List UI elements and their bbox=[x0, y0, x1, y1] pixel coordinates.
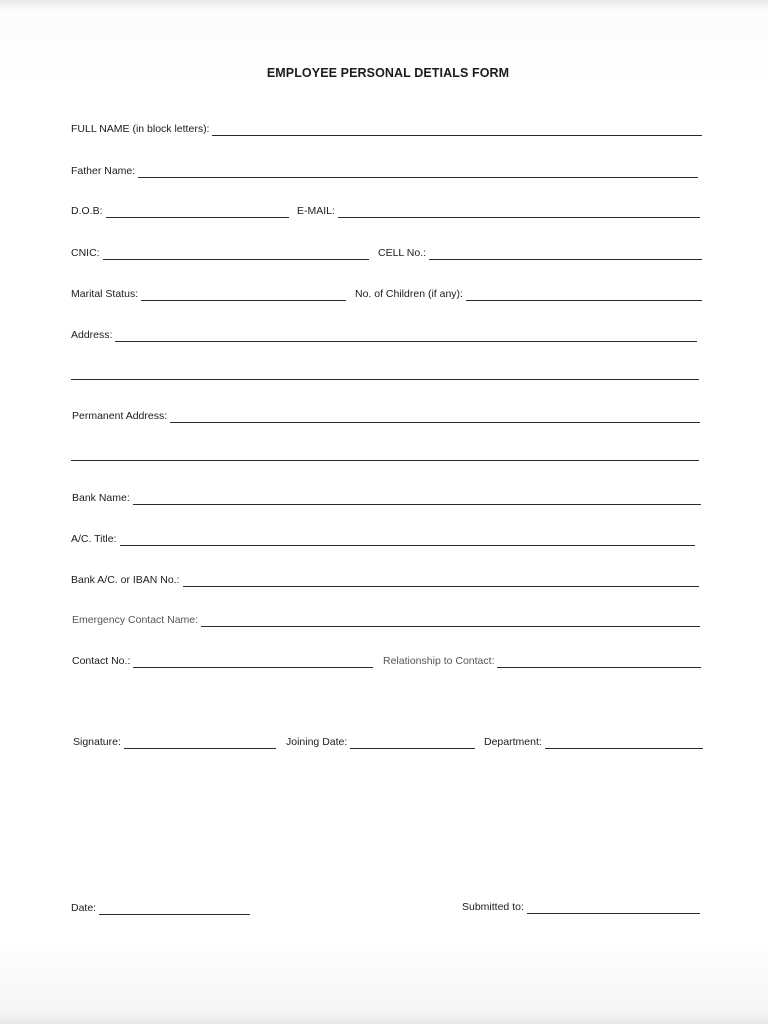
dob-line[interactable] bbox=[106, 206, 289, 218]
father-name-line[interactable] bbox=[138, 166, 698, 178]
address-field[interactable] bbox=[71, 326, 697, 342]
date-field[interactable] bbox=[71, 899, 250, 915]
emergency-contact-label: Emergency Contact Name: bbox=[72, 614, 199, 626]
signature-field[interactable] bbox=[73, 733, 276, 749]
dob-field[interactable] bbox=[71, 202, 289, 218]
address-continuation-line[interactable] bbox=[71, 379, 699, 380]
address-line[interactable] bbox=[115, 330, 697, 342]
scan-edge-top bbox=[0, 0, 768, 10]
submitted-to-line[interactable] bbox=[527, 902, 700, 914]
emergency-contact-field[interactable] bbox=[72, 611, 700, 627]
address-label: Address: bbox=[71, 329, 113, 341]
scan-edge-bottom bbox=[0, 1014, 768, 1024]
contact-no-field[interactable] bbox=[72, 652, 373, 668]
contact-no-label: Contact No.: bbox=[72, 655, 131, 667]
bank-name-field[interactable] bbox=[72, 489, 701, 505]
bank-ac-field[interactable] bbox=[71, 571, 699, 587]
email-field[interactable] bbox=[297, 202, 700, 218]
submitted-to-field[interactable] bbox=[462, 898, 700, 914]
emergency-contact-line[interactable] bbox=[201, 615, 700, 627]
relationship-line[interactable] bbox=[497, 656, 701, 668]
department-line[interactable] bbox=[545, 737, 703, 749]
department-field[interactable] bbox=[484, 733, 703, 749]
children-field[interactable] bbox=[355, 285, 702, 301]
marital-status-label: Marital Status: bbox=[71, 288, 139, 300]
father-name-field[interactable] bbox=[71, 162, 698, 178]
department-label: Department: bbox=[484, 736, 542, 748]
signature-line[interactable] bbox=[124, 737, 276, 749]
date-line[interactable] bbox=[99, 903, 250, 915]
signature-label: Signature: bbox=[73, 736, 121, 748]
cnic-label: CNIC: bbox=[71, 247, 100, 259]
permanent-address-continuation-line[interactable] bbox=[71, 460, 699, 461]
bank-name-line[interactable] bbox=[133, 493, 701, 505]
permanent-address-label: Permanent Address: bbox=[72, 410, 168, 422]
date-label: Date: bbox=[71, 902, 97, 914]
bank-ac-line[interactable] bbox=[183, 575, 699, 587]
bank-name-label: Bank Name: bbox=[72, 492, 130, 504]
marital-status-field[interactable] bbox=[71, 285, 346, 301]
children-line[interactable] bbox=[466, 289, 702, 301]
full-name-line[interactable] bbox=[212, 124, 702, 136]
bank-ac-label: Bank A/C. or IBAN No.: bbox=[71, 574, 180, 586]
cell-no-line[interactable] bbox=[429, 248, 702, 260]
full-name-field[interactable] bbox=[71, 120, 702, 136]
email-label: E-MAIL: bbox=[297, 205, 335, 217]
cell-no-label: CELL No.: bbox=[378, 247, 427, 259]
full-name-label: FULL NAME (in block letters): bbox=[71, 123, 210, 135]
ac-title-field[interactable] bbox=[71, 530, 695, 546]
cnic-field[interactable] bbox=[71, 244, 369, 260]
form-title: EMPLOYEE PERSONAL DETIALS FORM bbox=[266, 66, 510, 80]
ac-title-line[interactable] bbox=[120, 534, 695, 546]
dob-label: D.O.B: bbox=[71, 205, 103, 217]
marital-status-line[interactable] bbox=[141, 289, 346, 301]
father-name-label: Father Name: bbox=[71, 165, 136, 177]
email-line[interactable] bbox=[338, 206, 700, 218]
ac-title-label: A/C. Title: bbox=[71, 533, 117, 545]
relationship-field[interactable] bbox=[383, 652, 701, 668]
joining-date-label: Joining Date: bbox=[286, 736, 348, 748]
cnic-line[interactable] bbox=[103, 248, 369, 260]
joining-date-field[interactable] bbox=[286, 733, 475, 749]
relationship-label: Relationship to Contact: bbox=[383, 655, 495, 667]
permanent-address-field[interactable] bbox=[72, 407, 700, 423]
joining-date-line[interactable] bbox=[350, 737, 475, 749]
submitted-to-label: Submitted to: bbox=[462, 901, 524, 913]
cell-no-field[interactable] bbox=[378, 244, 702, 260]
children-label: No. of Children (if any): bbox=[355, 288, 463, 300]
contact-no-line[interactable] bbox=[133, 656, 373, 668]
permanent-address-line[interactable] bbox=[170, 411, 700, 423]
